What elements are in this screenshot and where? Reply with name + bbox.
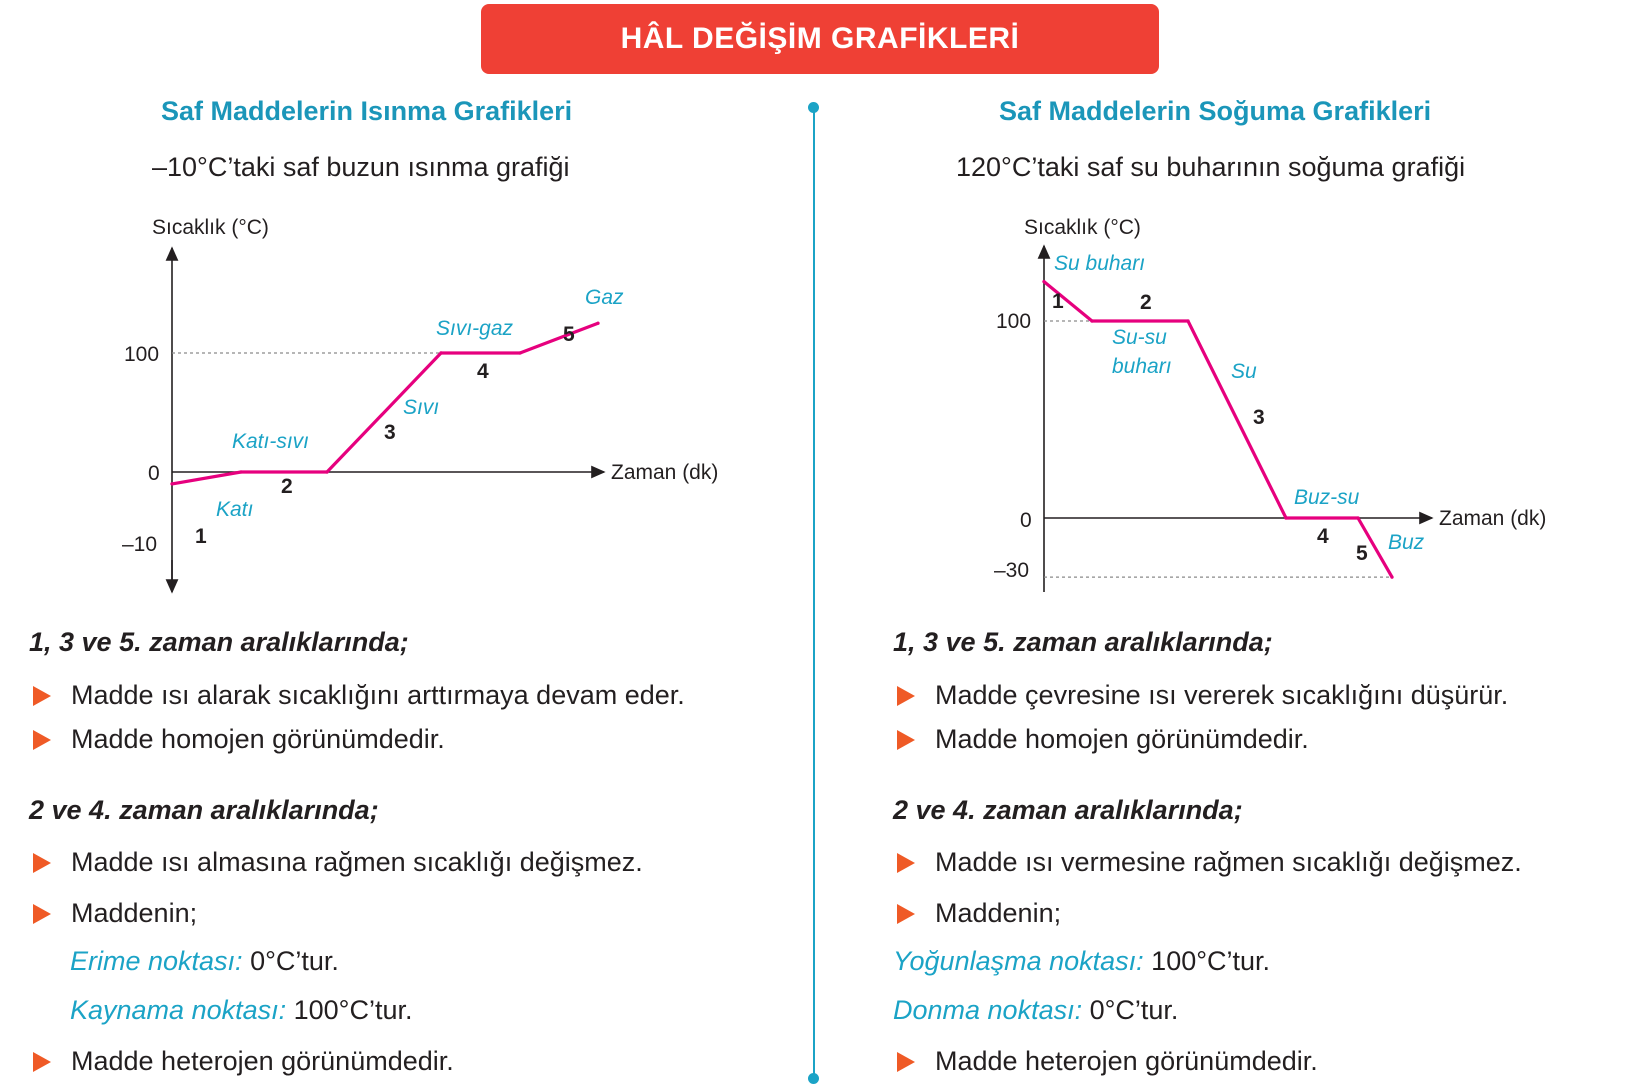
freezing-point-term: Donma noktası: <box>893 995 1083 1025</box>
heating-bullet-3-text: Madde ısı almasına rağmen sıcaklığı değişmez. <box>71 847 643 877</box>
melting-point-value: 0°C’tur. <box>242 946 339 976</box>
cooling-segment-label-4: 4 <box>1317 525 1329 548</box>
cooling-chart-subtitle: 120°C’taki saf su buharının soğuma grafiği <box>956 152 1466 182</box>
cooling-phase-label-3: Su <box>1231 360 1257 383</box>
heating-y-tick-100: 100 <box>124 343 160 366</box>
cooling-curve-point <box>1356 516 1359 519</box>
banner-title: HÂL DEĞİŞİM GRAFİKLERİ <box>620 22 1020 55</box>
cooling-phase-label-2-cont: buharı <box>1112 355 1172 378</box>
heating-heading-odd: 1, 3 ve 5. zaman aralıklarında; <box>29 627 409 657</box>
heating-y-tick-0: 0 <box>148 462 160 485</box>
boiling-point-term: Kaynama noktası: <box>70 995 287 1025</box>
cooling-heading-even: 2 ve 4. zaman aralıklarında; <box>893 795 1243 825</box>
cooling-curve-point <box>1186 319 1189 322</box>
cooling-y-tick-0: 0 <box>1020 509 1032 532</box>
boiling-point-value: 100°C’tur. <box>286 995 413 1025</box>
heating-heading-even: 2 ve 4. zaman aralıklarında; <box>29 795 379 825</box>
heating-segment-label-3: 3 <box>384 421 396 444</box>
heating-phase-label-4: Sıvı-gaz <box>436 317 514 340</box>
heating-segment-label-1: 1 <box>195 525 207 548</box>
bullet-arrow-icon <box>897 730 915 750</box>
cooling-heading-odd: 1, 3 ve 5. zaman aralıklarında; <box>893 627 1273 657</box>
cooling-section-title: Saf Maddelerin Soğuma Grafikleri <box>999 96 1432 126</box>
cooling-bullet-3 <box>897 847 1522 878</box>
heating-segment-label-5: 5 <box>563 323 575 346</box>
bullet-arrow-icon <box>897 686 915 706</box>
heating-y-axis-label: Sıcaklık (°C) <box>152 216 269 239</box>
cooling-bullet-5-text: Madde heterojen görünümdedir. <box>935 1046 1318 1076</box>
heating-segment-label-2: 2 <box>281 475 293 498</box>
cooling-curve-segment-3 <box>1188 321 1286 518</box>
heating-chart-subtitle: –10°C’taki saf buzun ısınma grafiği <box>152 152 570 182</box>
cooling-curve-point <box>1090 319 1093 322</box>
cooling-phase-label-1: Su buharı <box>1054 252 1146 275</box>
heating-phase-label-1: Katı <box>216 498 254 521</box>
cooling-segment-label-2: 2 <box>1140 291 1152 314</box>
cooling-curve-point <box>1390 576 1393 579</box>
cooling-curve-point <box>1042 280 1045 283</box>
bullet-arrow-icon <box>897 904 915 924</box>
heating-section-title: Saf Maddelerin Isınma Grafikleri <box>161 96 573 126</box>
heating-bullet-5-text: Madde heterojen görünümdedir. <box>71 1046 454 1076</box>
cooling-y-axis-label: Sıcaklık (°C) <box>1024 216 1141 239</box>
heating-bullet-2-text: Madde homojen görünümdedir. <box>71 724 445 754</box>
freezing-point-line <box>893 995 1178 1026</box>
cooling-bullet-2 <box>897 724 1309 755</box>
heating-bullet-1-text: Madde ısı alarak sıcaklığını arttırmaya devam eder. <box>71 680 685 710</box>
bullet-arrow-icon <box>897 853 915 873</box>
cooling-segment-label-1: 1 <box>1052 290 1064 313</box>
heating-x-axis-label: Zaman (dk) <box>611 461 719 484</box>
cooling-x-axis-label: Zaman (dk) <box>1439 507 1547 530</box>
cooling-y-tick-100: 100 <box>996 310 1032 333</box>
cooling-bullet-4-text: Maddenin; <box>935 898 1062 928</box>
cooling-phase-label-5: Buz <box>1388 531 1425 554</box>
cooling-bullet-1 <box>897 680 1508 711</box>
melting-point-term: Erime noktası: <box>70 946 243 976</box>
condensation-point-term: Yoğunlaşma noktası: <box>893 946 1144 976</box>
heating-phase-label-3: Sıvı <box>403 396 440 419</box>
bullet-arrow-icon <box>897 1052 915 1072</box>
heating-phase-label-2: Katı-sıvı <box>232 430 310 453</box>
freezing-point-value: 0°C’tur. <box>1082 995 1179 1025</box>
heating-segment-label-4: 4 <box>477 360 489 383</box>
cooling-bullet-5 <box>897 1046 1318 1077</box>
cooling-bullet-4 <box>897 898 1061 929</box>
cooling-phase-label-4: Buz-su <box>1294 486 1360 509</box>
cooling-bullet-3-text: Madde ısı vermesine rağmen sıcaklığı değişmez. <box>935 847 1522 877</box>
heating-bullet-4-text: Maddenin; <box>71 898 198 928</box>
cooling-bullet-1-text: Madde çevresine ısı vererek sıcaklığını düşürür. <box>935 680 1509 710</box>
cooling-segment-label-3: 3 <box>1253 406 1265 429</box>
condensation-point-line <box>893 946 1270 977</box>
heating-y-tick-minus10: –10 <box>122 533 158 556</box>
condensation-point-value: 100°C’tur. <box>1143 946 1271 976</box>
cooling-phase-label-2: Su-su <box>1112 326 1167 349</box>
heating-phase-label-5: Gaz <box>585 286 624 309</box>
cooling-bullet-2-text: Madde homojen görünümdedir. <box>935 724 1309 754</box>
cooling-curve-point <box>1284 516 1287 519</box>
cooling-y-tick-minus30: –30 <box>994 559 1030 582</box>
cooling-segment-label-5: 5 <box>1356 542 1368 565</box>
